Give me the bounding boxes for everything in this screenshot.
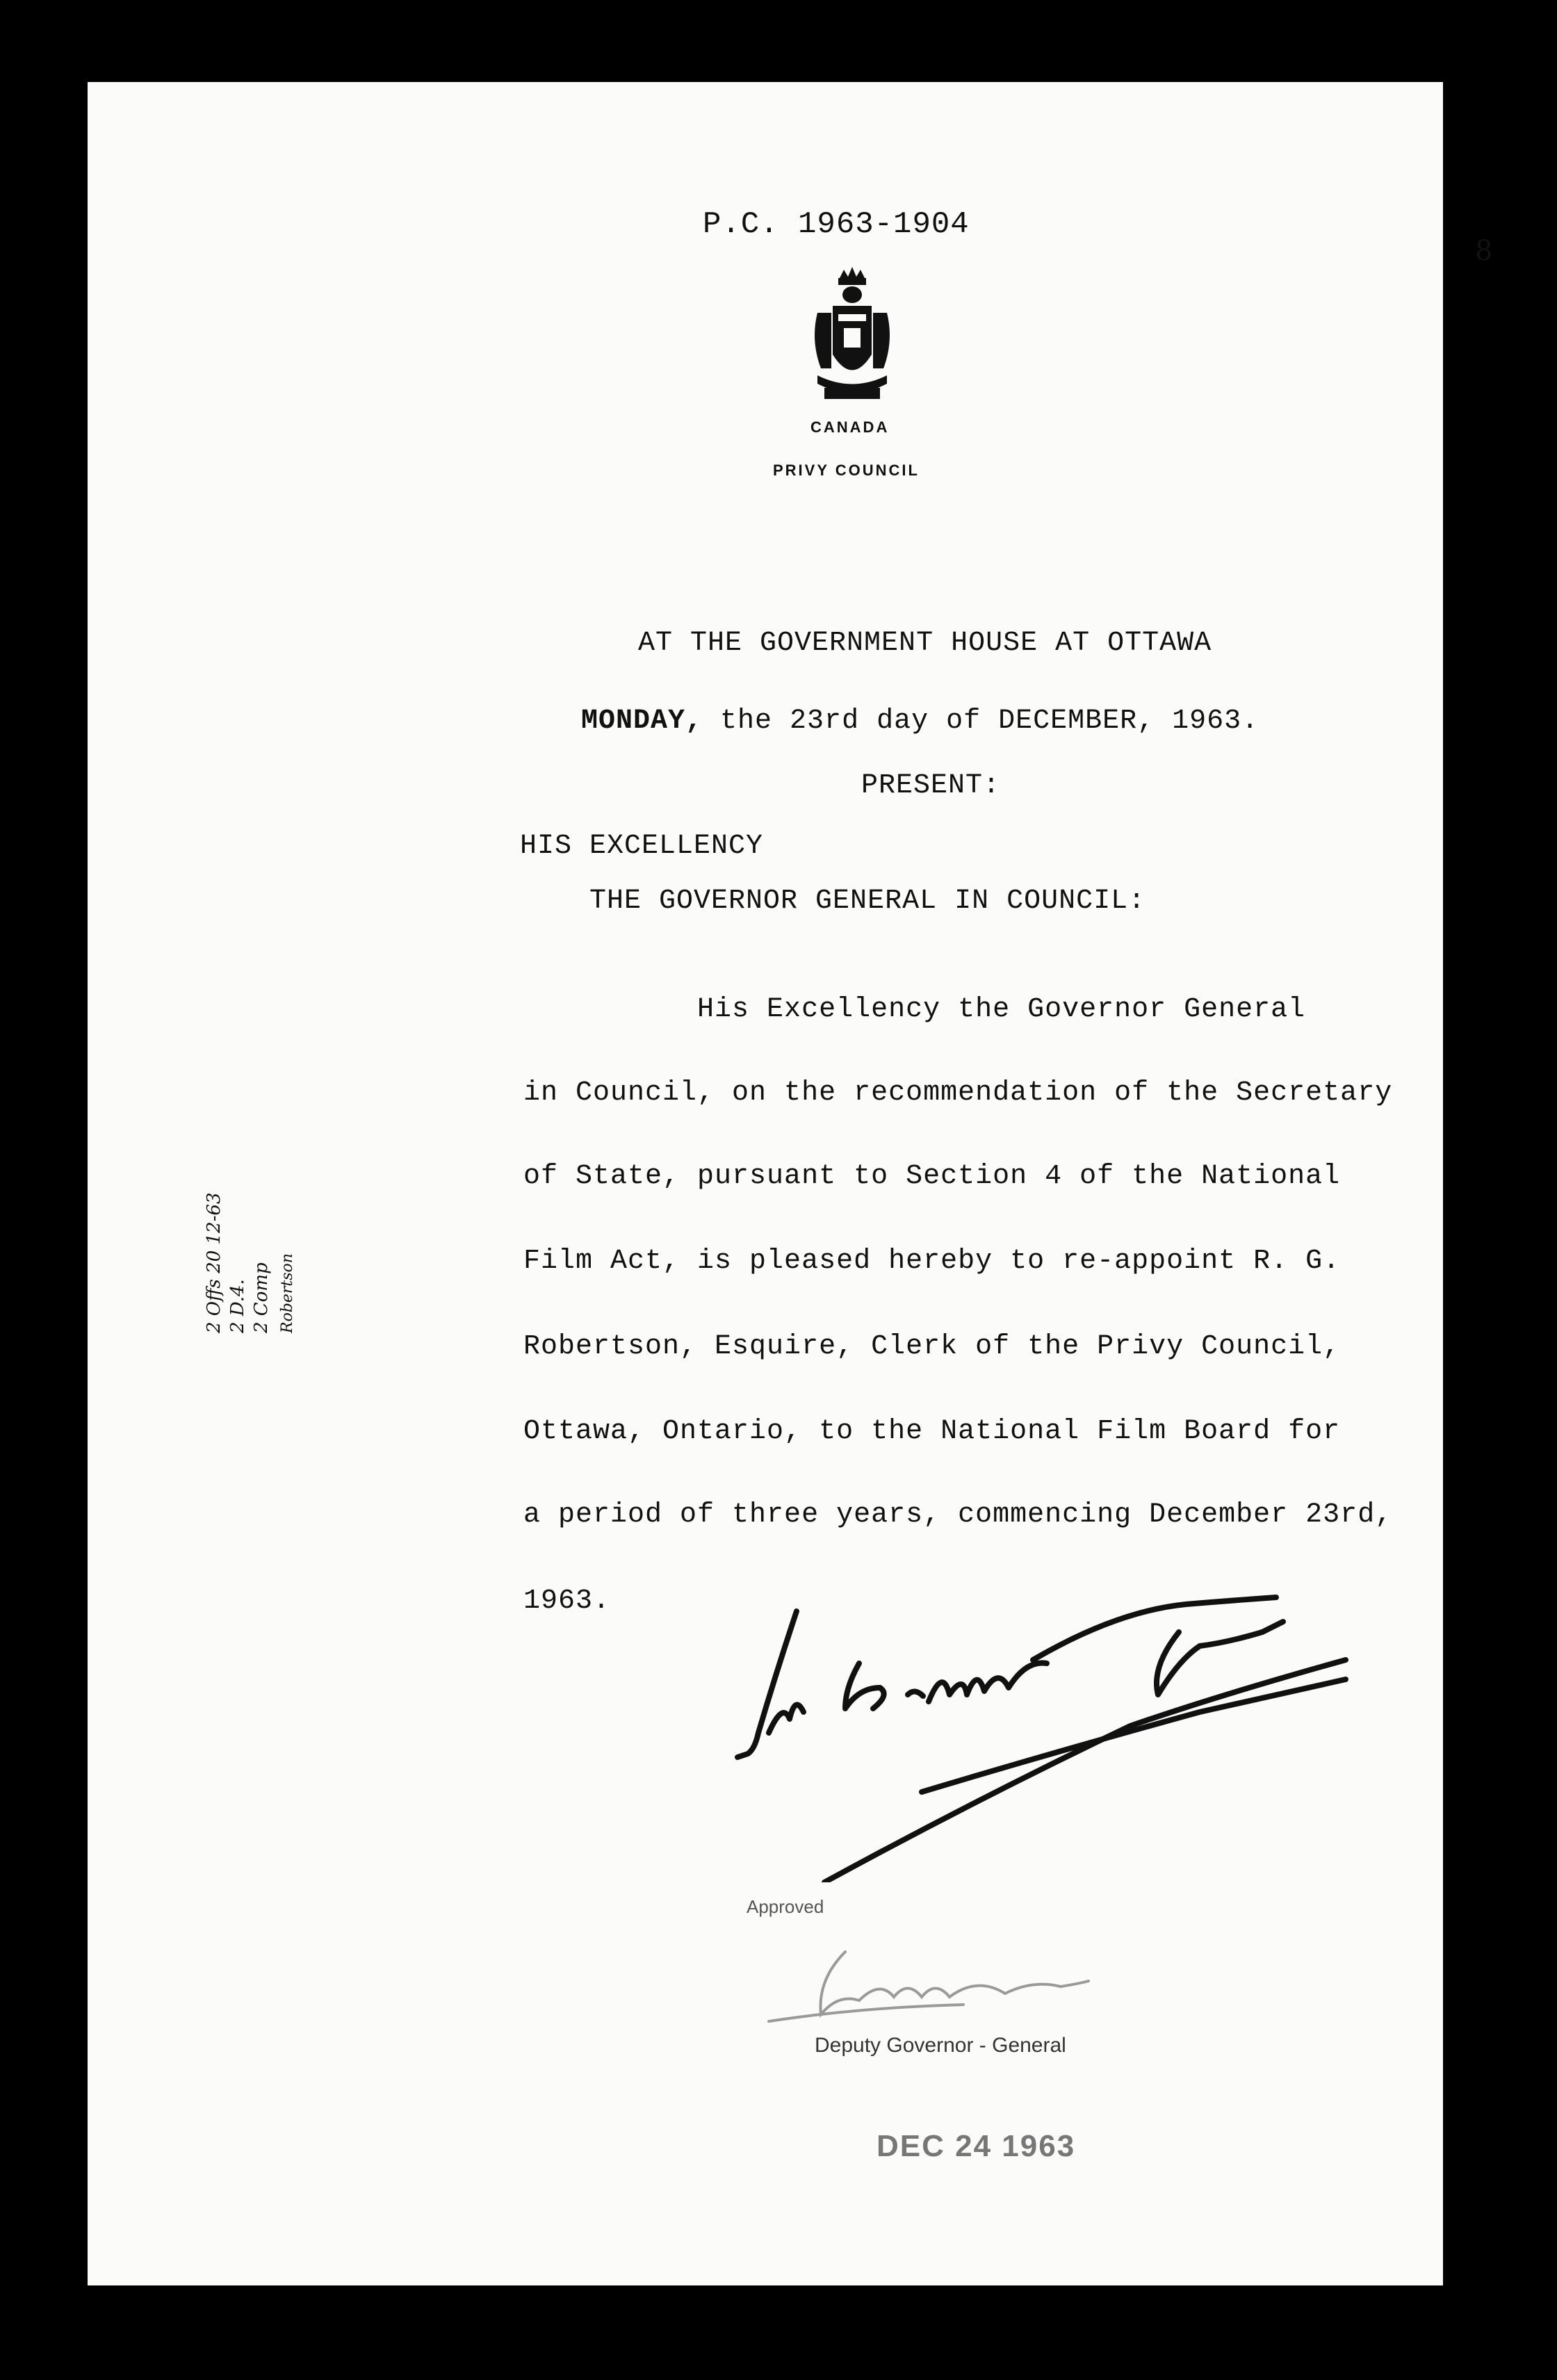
pc-number: P.C. 1963-1904 [703,207,970,242]
crest-caption-canada: CANADA [810,418,890,436]
approved-label: Approved [747,1896,824,1917]
date-line [581,706,1259,737]
margin-note: 2 D.4. [227,1279,248,1333]
body-line: 1963. [523,1586,611,1617]
body-line: in Council, on the recommendation of the Secretary [523,1077,1393,1109]
council-line: THE GOVERNOR GENERAL IN COUNCIL: [589,886,1146,917]
body-line: Robertson, Esquire, Clerk of the Privy Council, [523,1331,1341,1362]
margin-note: Robertson [279,1253,296,1333]
excellency-line: HIS EXCELLENCY [520,831,764,862]
body-line: Film Act, is pleased hereby to re-appoint R. G. [523,1246,1341,1277]
margin-note: 2 Comp [251,1262,272,1333]
governor-general-signature [699,1590,1380,1882]
body-line: Ottawa, Ontario, to the National Film Board for [523,1416,1341,1447]
body-line: of State, pursuant to Section 4 of the National [523,1161,1341,1192]
date-day: MONDAY, [581,706,703,737]
coat-of-arms-icon [804,264,901,410]
location-line: AT THE GOVERNMENT HOUSE AT OTTAWA [638,628,1212,659]
deputy-governor-general-label: Deputy Governor - General [815,2034,1066,2057]
date-rest: the 23rd day of DECEMBER, 1963. [703,706,1260,737]
date-stamp: DEC 24 1963 [877,2129,1076,2163]
present-line: PRESENT: [861,770,1001,801]
deputy-governor-signature [755,1938,1116,2035]
margin-note: 2 Offs 20 12-63 [204,1192,225,1333]
body-line: a period of three years, commencing December 23rd, [523,1499,1393,1531]
crest-caption-privy-council: PRIVY COUNCIL [773,462,920,479]
margin-handwritten-notes [192,1076,345,1340]
body-line: His Excellency the Governor General [523,994,1306,1025]
document-page [88,82,1493,2285]
page-number: 8 [1475,235,1493,267]
